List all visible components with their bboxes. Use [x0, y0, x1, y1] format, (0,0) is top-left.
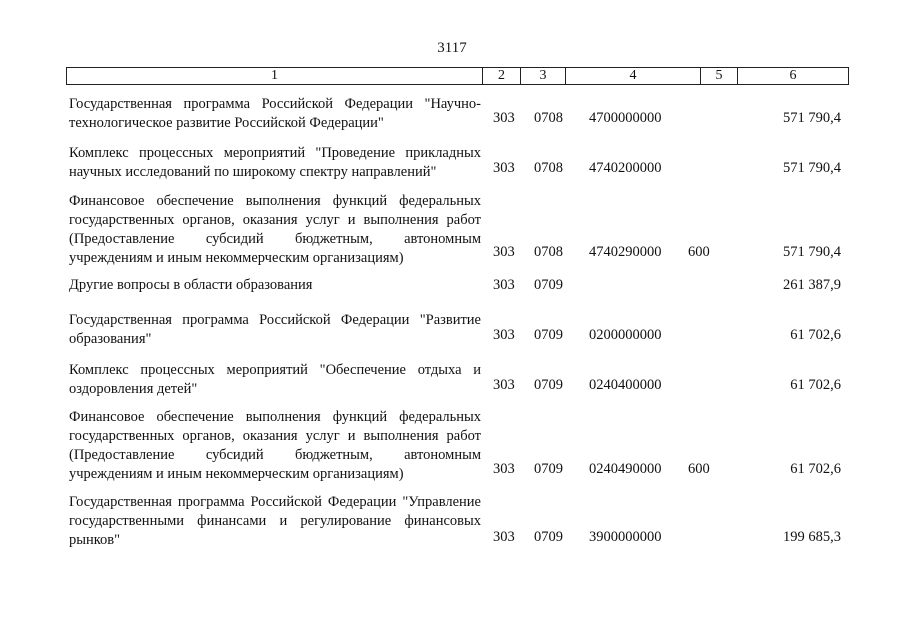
page-number: 3117	[437, 40, 467, 56]
row-description: Финансовое обеспечение выполнения функций федеральных государственных органов, оказания услуг и выполнения работ (Предоставление субсидий бюджетным, автономным учреждениям и иным некоммерческим организациям)	[69, 193, 481, 266]
row-section-code: 0708	[534, 110, 563, 126]
row-amount: 261 387,9	[783, 277, 841, 293]
row-amount: 571 790,4	[783, 110, 841, 126]
row-section-code: 0709	[534, 529, 563, 545]
row-description: Государственная программа Российской Федерации "Управление государственными финансами и регулирование финансовых рынков"	[69, 494, 481, 548]
row-target-article: 4740200000	[589, 160, 662, 176]
column-header-5: 5	[701, 68, 738, 85]
column-header-table	[66, 67, 849, 85]
row-admin-code: 303	[493, 160, 515, 176]
row-amount: 199 685,3	[783, 529, 841, 545]
row-target-article: 3900000000	[589, 529, 662, 545]
row-target-article: 0240490000	[589, 461, 662, 477]
row-description: Государственная программа Российской Федерации "Развитие образования"	[69, 312, 481, 347]
row-admin-code: 303	[493, 327, 515, 343]
row-admin-code: 303	[493, 377, 515, 393]
row-description: Финансовое обеспечение выполнения функций федеральных государственных органов, оказания услуг и выполнения работ (Предоставление субсидий бюджетным, автономным учреждениям и иным некоммерческим организациям)	[69, 409, 481, 482]
column-header-1: 1	[67, 68, 483, 85]
row-admin-code: 303	[493, 461, 515, 477]
row-target-article: 0240400000	[589, 377, 662, 393]
row-admin-code: 303	[493, 277, 515, 293]
row-expense-type: 600	[688, 461, 710, 477]
row-section-code: 0708	[534, 160, 563, 176]
row-admin-code: 303	[493, 529, 515, 545]
row-target-article: 4700000000	[589, 110, 662, 126]
row-amount: 61 702,6	[790, 327, 841, 343]
row-section-code: 0709	[534, 377, 563, 393]
column-header-6: 6	[738, 68, 849, 85]
row-amount: 571 790,4	[783, 244, 841, 260]
row-amount: 61 702,6	[790, 461, 841, 477]
row-expense-type: 600	[688, 244, 710, 260]
column-header-4: 4	[566, 68, 701, 85]
column-header-3: 3	[521, 68, 566, 85]
row-description: Комплекс процессных мероприятий "Проведение прикладных научных исследований по широкому спектру направлений"	[69, 145, 481, 180]
row-admin-code: 303	[493, 110, 515, 126]
row-description: Комплекс процессных мероприятий "Обеспечение отдыха и оздоровления детей"	[69, 362, 481, 397]
row-description: Другие вопросы в области образования	[69, 277, 313, 293]
row-target-article: 4740290000	[589, 244, 662, 260]
row-admin-code: 303	[493, 244, 515, 260]
row-section-code: 0709	[534, 461, 563, 477]
row-amount: 571 790,4	[783, 160, 841, 176]
column-header-row	[67, 68, 849, 85]
row-section-code: 0709	[534, 327, 563, 343]
row-target-article: 0200000000	[589, 327, 662, 343]
row-section-code: 0709	[534, 277, 563, 293]
row-section-code: 0708	[534, 244, 563, 260]
row-description: Государственная программа Российской Федерации "Научно-технологическое развитие Российской Федерации"	[69, 96, 481, 131]
column-header-2: 2	[483, 68, 521, 85]
row-amount: 61 702,6	[790, 377, 841, 393]
